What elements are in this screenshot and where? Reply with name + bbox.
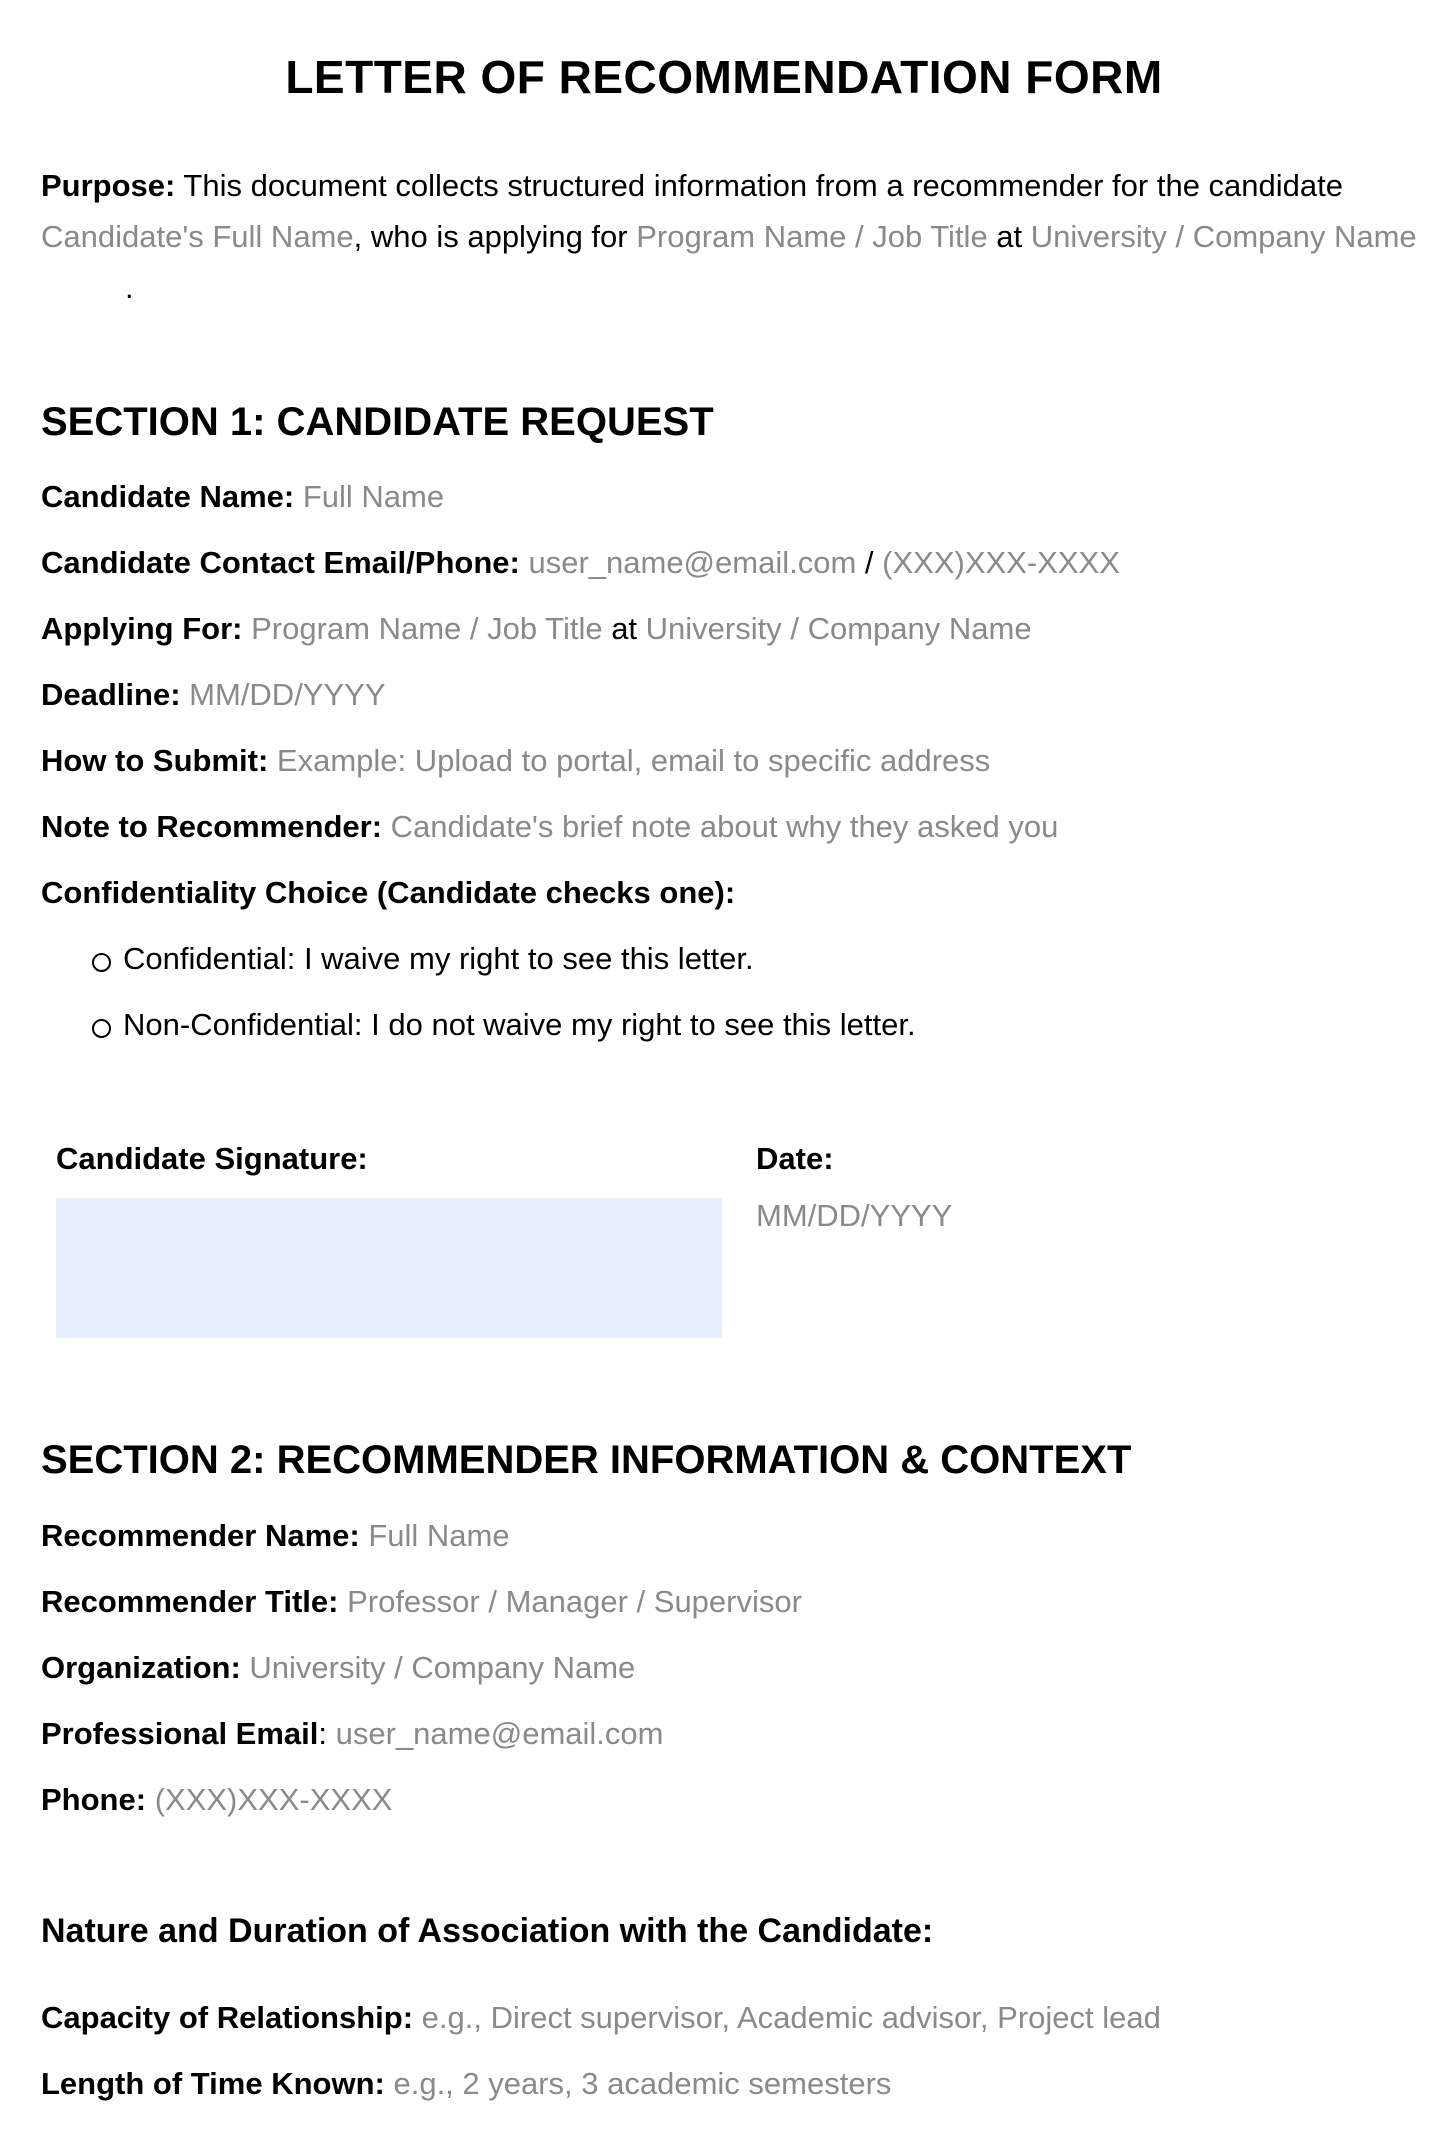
recommender-title-label: Recommender Title: <box>41 1584 339 1619</box>
purpose-line-1 <box>41 160 1448 211</box>
non-confidential-option-label: Non-Confidential: I do not waive my right to see this letter. <box>123 1007 916 1042</box>
organization-label: Organization: <box>41 1650 241 1685</box>
phone-field[interactable]: (XXX)XXX-XXXX <box>154 1782 393 1817</box>
length-known-label: Length of Time Known: <box>41 2066 385 2101</box>
capacity-row <box>41 2000 1161 2036</box>
candidate-name-field[interactable]: Full Name <box>302 479 445 514</box>
deadline-field[interactable]: MM/DD/YYYY <box>189 677 386 712</box>
professional-email-row <box>41 1716 663 1752</box>
non-confidential-option[interactable] <box>92 1007 916 1043</box>
applying-for-label: Applying For: <box>41 611 243 646</box>
how-to-submit-label: How to Submit: <box>41 743 269 778</box>
deadline-row <box>41 677 386 713</box>
phone-label: Phone: <box>41 1782 147 1817</box>
recommender-name-label: Recommender Name: <box>41 1518 360 1553</box>
length-known-row <box>41 2066 891 2102</box>
candidate-name-placeholder[interactable]: Candidate's Full Name <box>41 219 354 254</box>
confidential-option-label: Confidential: I waive my right to see this letter. <box>123 941 754 976</box>
form-title: LETTER OF RECOMMENDATION FORM <box>285 51 1163 103</box>
organization-field[interactable]: University / Company Name <box>249 1650 636 1685</box>
candidate-name-label: Candidate Name: <box>41 479 295 514</box>
candidate-name-row <box>41 479 444 515</box>
candidate-signature-field[interactable] <box>56 1198 722 1338</box>
how-to-submit-row <box>41 743 990 779</box>
capacity-label: Capacity of Relationship: <box>41 2000 414 2035</box>
candidate-contact-row <box>41 545 1120 581</box>
phone-row <box>41 1782 392 1818</box>
contact-separator: / <box>856 545 883 580</box>
radio-button-icon[interactable] <box>92 953 111 972</box>
applying-program-field[interactable]: Program Name / Job Title <box>251 611 603 646</box>
association-heading: Nature and Duration of Association with the Candidate: <box>41 1912 934 1950</box>
signature-date-field[interactable]: MM/DD/YYYY <box>756 1198 953 1233</box>
candidate-contact-label: Candidate Contact Email/Phone: <box>41 545 520 580</box>
section-1-heading: SECTION 1: CANDIDATE REQUEST <box>41 400 714 444</box>
capacity-field[interactable]: e.g., Direct supervisor, Academic advisor, Project lead <box>421 2000 1161 2035</box>
recommender-name-row <box>41 1518 510 1554</box>
purpose-trailing-period: . <box>125 270 134 305</box>
professional-email-colon: : <box>318 1716 328 1751</box>
section-2-heading: SECTION 2: RECOMMENDER INFORMATION & CONTEXT <box>41 1438 1132 1482</box>
purpose-text-3: at <box>987 219 1031 254</box>
professional-email-field[interactable]: user_name@email.com <box>335 1716 664 1751</box>
confidential-option[interactable] <box>92 941 754 977</box>
recommender-name-field[interactable]: Full Name <box>368 1518 510 1553</box>
note-to-recommender-row <box>41 809 1058 845</box>
candidate-signature-label: Candidate Signature: <box>56 1141 368 1176</box>
purpose-paragraph <box>41 160 1448 313</box>
purpose-line-2 <box>41 211 1448 262</box>
confidentiality-label: Confidentiality Choice (Candidate checks one): <box>41 875 736 910</box>
applying-org-field[interactable]: University / Company Name <box>645 611 1032 646</box>
purpose-text-2: , who is applying for <box>353 219 637 254</box>
organization-row <box>41 1650 635 1686</box>
purpose-line-3 <box>41 262 1448 313</box>
program-placeholder[interactable]: Program Name / Job Title <box>636 219 988 254</box>
purpose-label: Purpose: <box>41 168 176 203</box>
date-label: Date: <box>756 1141 834 1176</box>
deadline-label: Deadline: <box>41 677 181 712</box>
org-placeholder[interactable]: University / Company Name <box>1030 219 1417 254</box>
recommender-title-field[interactable]: Professor / Manager / Supervisor <box>347 1584 802 1619</box>
candidate-email-field[interactable]: user_name@email.com <box>528 545 857 580</box>
radio-button-icon[interactable] <box>92 1019 111 1038</box>
note-to-recommender-label: Note to Recommender: <box>41 809 383 844</box>
recommender-title-row <box>41 1584 802 1620</box>
purpose-text-1: This document collects structured information from a recommender for the candidate <box>175 168 1343 203</box>
applying-at-text: at <box>602 611 646 646</box>
candidate-phone-field[interactable]: (XXX)XXX-XXXX <box>882 545 1120 580</box>
applying-for-row <box>41 611 1032 647</box>
note-to-recommender-field[interactable]: Candidate's brief note about why they asked you <box>390 809 1059 844</box>
length-known-field[interactable]: e.g., 2 years, 3 academic semesters <box>393 2066 892 2101</box>
professional-email-label: Professional Email <box>41 1716 319 1751</box>
how-to-submit-field[interactable]: Example: Upload to portal, email to specific address <box>276 743 991 778</box>
